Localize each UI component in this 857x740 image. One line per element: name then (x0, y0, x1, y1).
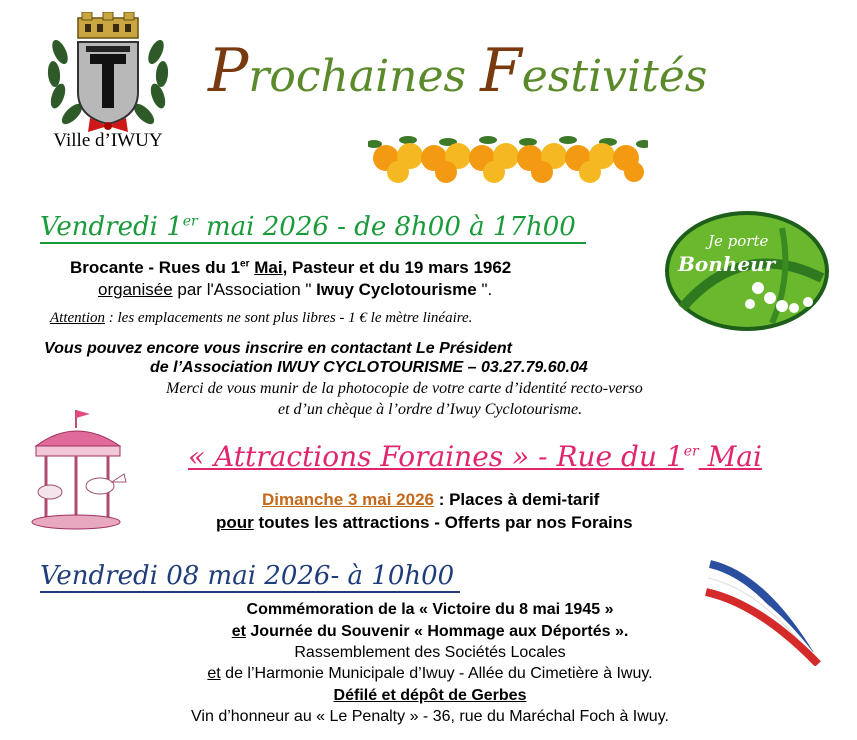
event2-line2-rest: toutes les attractions - Offerts par nos Forains (253, 513, 633, 532)
event1-attention (50, 310, 472, 327)
marigold-garland (368, 132, 648, 184)
carousel-illustration (28, 406, 132, 532)
event3-line3: Rassemblement des Sociétés Locales (294, 644, 566, 661)
event3-line5: Défilé et dépôt de Gerbes (333, 687, 527, 704)
event2-line1-rest: : Places à demi-tarif (433, 490, 600, 509)
event1-heading (40, 212, 586, 244)
french-flag-ribbon (702, 556, 832, 666)
marigold-garland-icon (368, 132, 648, 184)
event1-heading-part1: Vendredi 1 (40, 212, 183, 242)
title-initial-p: P (208, 36, 249, 106)
event1-line1-start: Brocante - Rues du 1 (70, 258, 241, 277)
title-word-2: estivités (521, 51, 708, 102)
badge-line1: Je porte (708, 232, 769, 250)
event1-line1-mai: Mai (254, 258, 283, 277)
event2-date: Dimanche 3 mai 2026 (262, 490, 434, 509)
city-logo (38, 12, 178, 162)
event3-line4 (100, 665, 760, 683)
attention-label: Attention (50, 310, 105, 326)
page-title (208, 36, 808, 106)
event1-contact-line1: Vous pouvez encore vous inscrire en contactant Le Président (44, 340, 512, 357)
event1-line1-sup: er (240, 258, 250, 270)
event1-contact-line2: de l’Association IWUY CYCLOTOURISME – 03.27.79.60.04 (150, 359, 588, 376)
title-initial-f: F (480, 36, 522, 106)
title-word-1: rochaines (248, 51, 481, 102)
event2-heading-part2: Mai (698, 440, 762, 473)
event3-line4-et: et (207, 665, 221, 682)
event1-line1-end: , Pasteur et du 19 mars 1962 (282, 258, 512, 277)
event2-line1 (262, 490, 599, 510)
event1-line2 (98, 280, 492, 300)
city-name: Ville d’IWUY (53, 130, 163, 151)
event2-heading-part1: « Attractions Foraines » - Rue du 1 (188, 440, 684, 473)
lucky-badge (662, 208, 832, 334)
event1-organised: organisée (98, 280, 173, 299)
event3-line2-et: et (231, 623, 246, 640)
event1-line2-mid: par l'Association " (172, 280, 317, 299)
event3-line4-rest: de l’Harmonie Municipale d’Iwuy - Allée du Cimetière à Iwuy. (220, 665, 653, 682)
city-coat-of-arms-icon (38, 12, 178, 142)
attention-text: : les emplacements ne sont plus libres - 1 € le mètre linéaire. (105, 310, 473, 326)
event3-line2-rest: Journée du Souvenir « Hommage aux Déportés ». (245, 623, 629, 640)
event2-pour: pour (216, 513, 254, 532)
carousel-icon (28, 406, 132, 532)
event3-line6: Vin d’honneur au « Le Penalty » - 36, rue du Maréchal Foch à Iwuy. (191, 708, 669, 725)
event1-note-line2: et d’un chèque à l’ordre d’Iwuy Cyclotourisme. (278, 401, 583, 418)
event2-heading (188, 440, 762, 473)
event3-line1: Commémoration de la « Victoire du 8 mai 1945 » (246, 601, 614, 618)
french-flag-ribbon-icon (702, 556, 832, 666)
event2-line2 (216, 513, 633, 533)
event3-heading: Vendredi 08 mai 2026- à 10h00 (40, 561, 460, 593)
event1-heading-sup: er (182, 213, 198, 230)
event1-note-line1: Merci de vous munir de la photocopie de votre carte d’identité recto-verso (166, 380, 643, 397)
event3-line2 (150, 623, 710, 641)
event2-heading-sup: er (683, 443, 699, 460)
event1-heading-part2: mai 2026 - de 8h00 à 17h00 (197, 212, 576, 242)
badge-line2: Bonheur (678, 252, 776, 276)
event1-club-name: Iwuy Cyclotourisme (316, 280, 477, 299)
event1-line2-end: ". (476, 280, 493, 299)
event1-line1 (70, 258, 511, 278)
